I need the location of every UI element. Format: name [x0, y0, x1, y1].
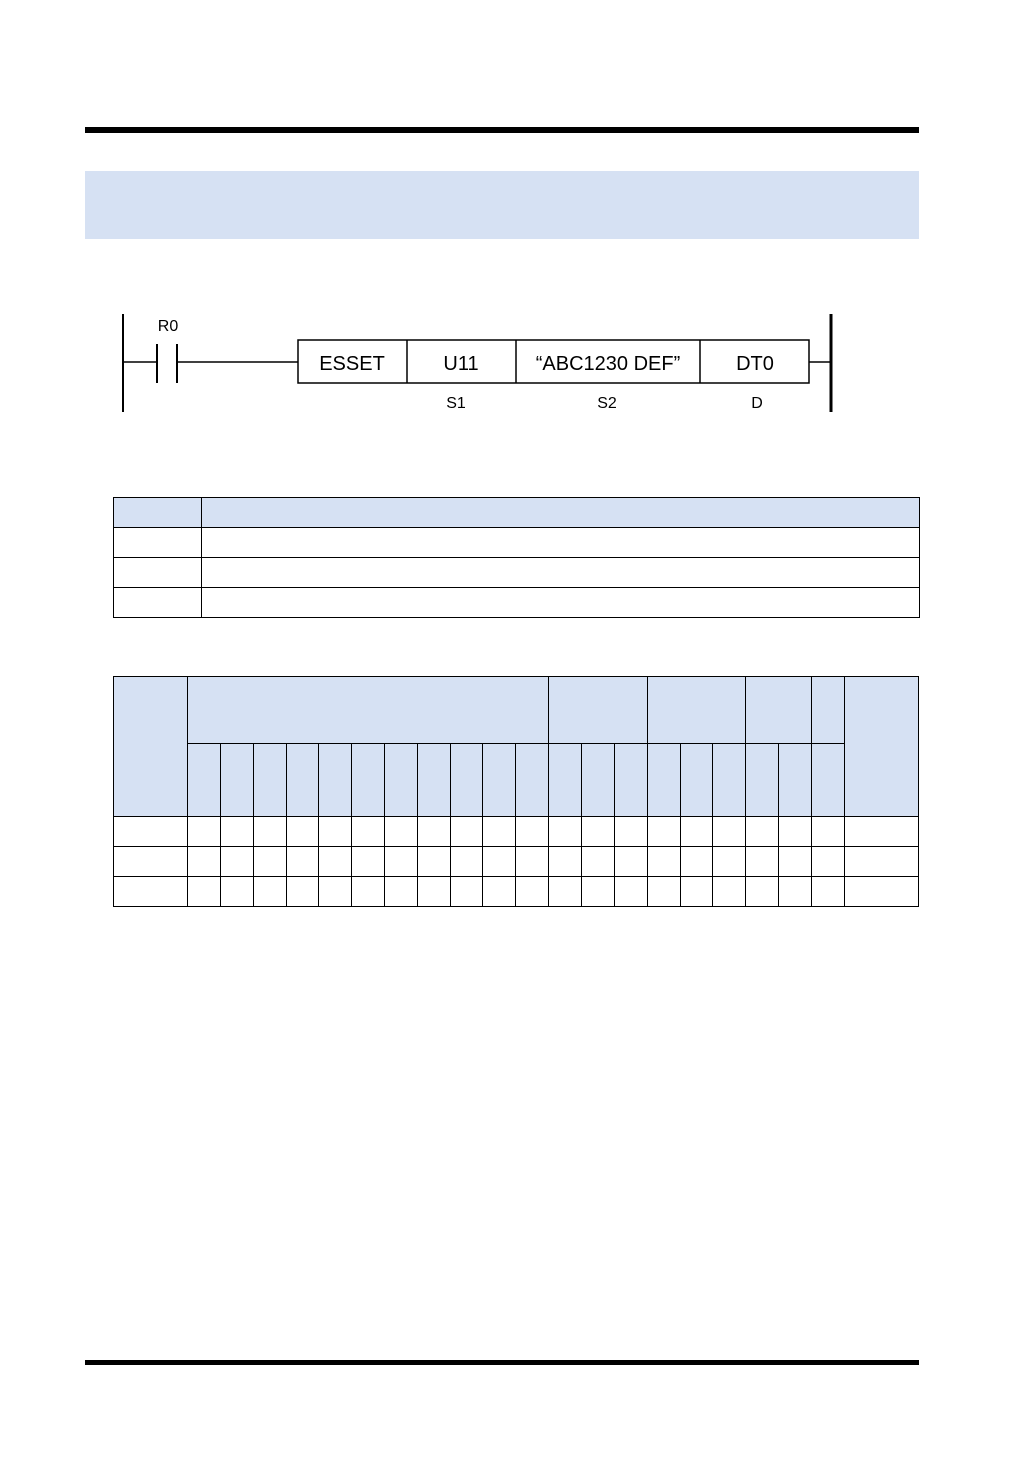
table-cell [713, 817, 746, 847]
table-cell [746, 877, 779, 907]
table-header-cell [202, 498, 920, 528]
table-row [114, 558, 920, 588]
table-header-cell [385, 744, 418, 817]
contact-label: R0 [157, 318, 179, 335]
table-header-cell [516, 744, 549, 817]
table-cell [114, 877, 188, 907]
table-header-cell [746, 744, 779, 817]
table-cell [202, 588, 920, 618]
table-cell [516, 877, 549, 907]
ladder-diagram [0, 0, 1032, 440]
table-header-cell [483, 744, 516, 817]
table-cell [811, 877, 844, 907]
table-header-cell [114, 498, 202, 528]
table-cell [417, 877, 450, 907]
table-header-row [114, 744, 919, 817]
table-cell [713, 847, 746, 877]
table-header-cell [778, 744, 811, 817]
table-cell [385, 817, 418, 847]
table-cell [483, 817, 516, 847]
table-cell [286, 877, 319, 907]
operand-description-table [113, 497, 920, 618]
table-cell [114, 528, 202, 558]
table-cell [114, 847, 188, 877]
table-cell [114, 558, 202, 588]
operand-d-value: DT0 [736, 353, 774, 375]
table-cell [549, 847, 582, 877]
table-cell [778, 877, 811, 907]
table-cell [286, 847, 319, 877]
table-cell [253, 847, 286, 877]
table-cell [253, 877, 286, 907]
table-cell [647, 847, 680, 877]
operand-s1-value: U11 [443, 353, 479, 375]
table-cell [188, 877, 221, 907]
table-cell [713, 877, 746, 907]
table-header-cell [319, 744, 352, 817]
table-cell [549, 877, 582, 907]
table-cell [450, 817, 483, 847]
table-header-cell [680, 744, 713, 817]
table-row [114, 877, 919, 907]
table-header-cell [844, 677, 918, 817]
table-cell [680, 817, 713, 847]
table-header-cell [746, 677, 812, 744]
table-row [114, 528, 920, 558]
table-cell [352, 847, 385, 877]
table-cell [385, 877, 418, 907]
table-header-cell [582, 744, 615, 817]
table-cell [516, 817, 549, 847]
table-cell [319, 817, 352, 847]
table-cell [220, 847, 253, 877]
table-cell [220, 817, 253, 847]
table-cell [483, 877, 516, 907]
table-cell [188, 847, 221, 877]
table-header-cell [450, 744, 483, 817]
table-cell [114, 588, 202, 618]
table-header-cell [114, 677, 188, 817]
table-cell [385, 847, 418, 877]
table-cell [647, 877, 680, 907]
table-cell [614, 877, 647, 907]
table-cell [582, 817, 615, 847]
table-cell [614, 847, 647, 877]
table-header-row [114, 498, 920, 528]
table-header-cell [549, 744, 582, 817]
table-header-cell [614, 744, 647, 817]
instruction-name: ESSET [319, 353, 385, 375]
table-cell [811, 817, 844, 847]
table-cell [582, 847, 615, 877]
table-cell [417, 847, 450, 877]
table-header-cell [188, 744, 221, 817]
table-cell [202, 558, 920, 588]
table-header-cell [647, 677, 745, 744]
table-cell [844, 847, 918, 877]
footer-rule [85, 1360, 919, 1365]
table-cell [680, 847, 713, 877]
table-cell [450, 877, 483, 907]
table-header-cell [549, 677, 647, 744]
table-cell [844, 817, 918, 847]
table-cell [188, 817, 221, 847]
operand-s2-label: S2 [597, 395, 617, 412]
table-header-row [114, 677, 919, 744]
table-header-cell [220, 744, 253, 817]
table-cell [352, 877, 385, 907]
table-cell [778, 847, 811, 877]
table-cell [114, 817, 188, 847]
device-availability-table [113, 676, 919, 907]
table-header-cell [188, 677, 549, 744]
table-cell [549, 817, 582, 847]
operand-s2-value: “ABC1230 DEF” [535, 353, 681, 375]
table-cell [220, 877, 253, 907]
table-cell [582, 877, 615, 907]
table-row [114, 817, 919, 847]
table-cell [253, 817, 286, 847]
table-cell [286, 817, 319, 847]
table-cell [680, 877, 713, 907]
table-header-cell [352, 744, 385, 817]
table-cell [417, 817, 450, 847]
operand-s1-label: S1 [446, 395, 466, 412]
table-cell [746, 847, 779, 877]
table-cell [844, 877, 918, 907]
table-cell [647, 817, 680, 847]
table-header-cell [811, 677, 844, 744]
table-header-cell [713, 744, 746, 817]
table-cell [202, 528, 920, 558]
table-header-cell [286, 744, 319, 817]
table-cell [778, 817, 811, 847]
table-header-cell [811, 744, 844, 817]
table-header-cell [417, 744, 450, 817]
table-cell [746, 817, 779, 847]
table-cell [614, 817, 647, 847]
table-cell [450, 847, 483, 877]
table-cell [319, 877, 352, 907]
table-cell [319, 847, 352, 877]
operand-d-label: D [751, 395, 763, 412]
table-header-cell [647, 744, 680, 817]
table-cell [516, 847, 549, 877]
table-row [114, 847, 919, 877]
table-cell [483, 847, 516, 877]
table-row [114, 588, 920, 618]
table-cell [352, 817, 385, 847]
table-cell [811, 847, 844, 877]
table-header-cell [253, 744, 286, 817]
